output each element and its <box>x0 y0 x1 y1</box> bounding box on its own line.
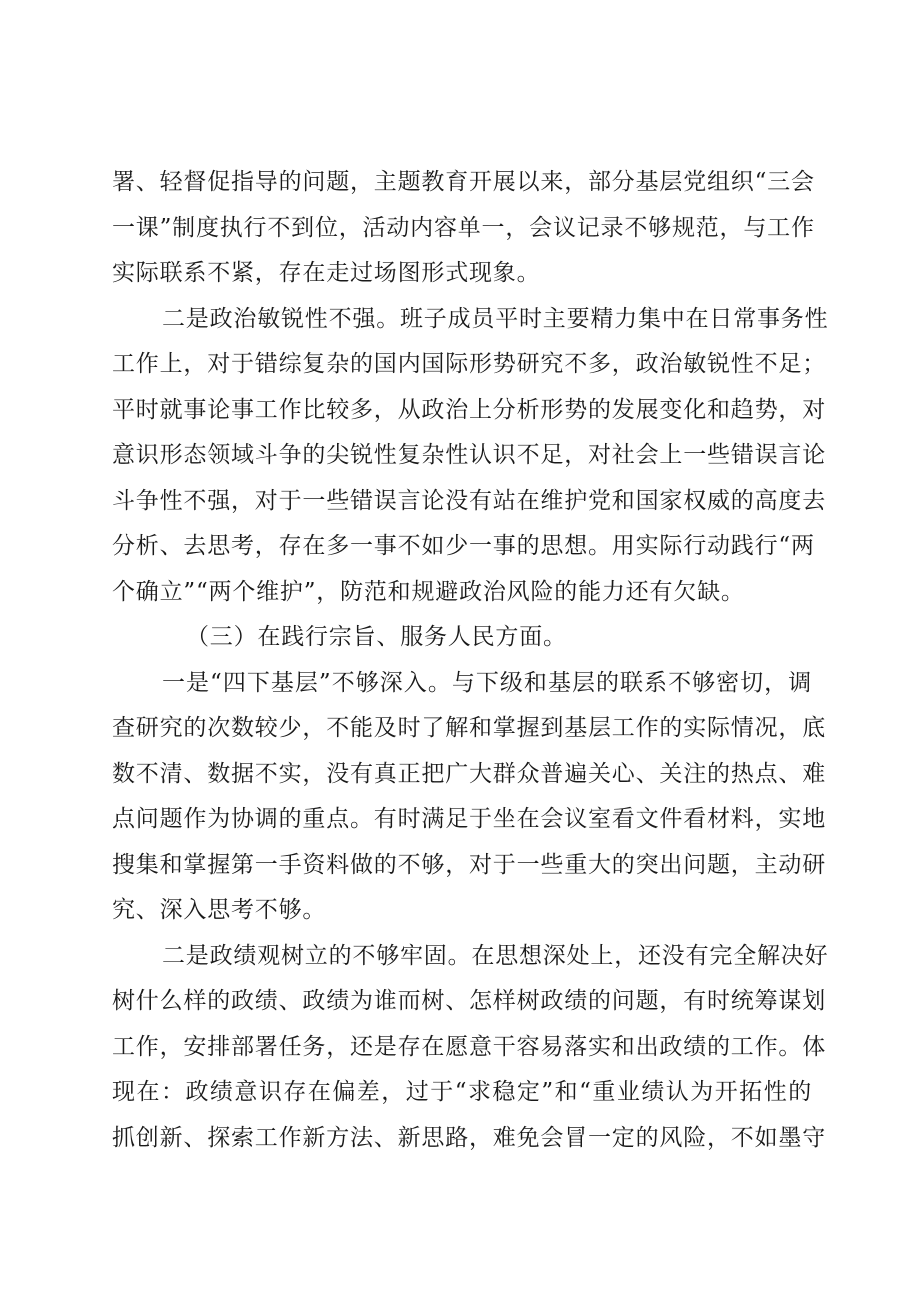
text-line: 署、轻督促指导的问题，主题教育开展以来，部分基层党组织“三会 <box>112 169 815 195</box>
text-line: 个确立”“两个维护”，防范和规避政治风险的能力还有欠缺。 <box>112 578 745 605</box>
text-line: 一课”制度执行不到位，活动内容单一，会议记录不够规范，与工作 <box>112 214 815 241</box>
paragraph-political-sensitivity <box>112 297 829 616</box>
text-line: 斗争性不强，对于一些错误言论没有站在维护党和国家权威的高度去 <box>112 487 826 514</box>
text-line: 抓创新、探索工作新方法、新思路，难免会冒一定的风险，不如墨守 <box>112 1124 826 1151</box>
text-line: 数不清、数据不实，没有真正把广大群众普遍关心、关注的热点、难 <box>112 760 826 787</box>
text-line: 点问题作为协调的重点。有时满足于坐在会议室看文件看材料，实地 <box>112 806 826 832</box>
text-line: 究、深入思考不够。 <box>112 897 327 923</box>
text-line: 分析、去思考，存在多一事不如少一事的思想。用实际行动践行“两 <box>112 533 815 559</box>
paragraph-continuation <box>112 160 815 297</box>
text-line: 树什么样的政绩、政绩为谁而树、怎样树政绩的问题，有时统筹谋划 <box>112 988 826 1014</box>
paragraph-four-down-grassroots <box>112 661 826 934</box>
text-line: 意识形态领域斗争的尖锐性复杂性认识不足，对社会上一些错误言论 <box>112 442 826 468</box>
text-line: 工作上，对于错综复杂的国内国际形势研究不多，政治敏锐性不足； <box>112 351 826 377</box>
text-line: 二是政绩观树立的不够牢固。在思想深处上，还没有完全解决好 <box>162 942 829 969</box>
text-line: 一是“四下基层”不够深入。与下级和基层的联系不够密切，调 <box>162 669 812 696</box>
text-line: （三）在践行宗旨、服务人民方面。 <box>186 624 567 650</box>
text-line: 查研究的次数较少，不能及时了解和掌握到基层工作的实际情况，底 <box>112 715 826 741</box>
text-line: 搜集和掌握第一手资料做的不够，对于一些重大的突出问题，主动研 <box>112 851 826 878</box>
section-heading-three <box>112 615 812 661</box>
document-body <box>112 160 829 1161</box>
text-line: 工作，安排部署任务，还是存在愿意干容易落实和出政绩的工作。体 <box>112 1033 826 1060</box>
text-line: 二是政治敏锐性不强。班子成员平时主要精力集中在日常事务性 <box>162 305 829 332</box>
text-line: 现在：政绩意识存在偏差，过于“求稳定”和“重业绩认为开拓性的 <box>112 1079 812 1105</box>
text-line: 实际联系不紧，存在走过场图形式现象。 <box>112 260 541 286</box>
paragraph-performance-view <box>112 934 829 1162</box>
text-line: 平时就事论事工作比较多，从政治上分析形势的发展变化和趋势，对 <box>112 396 826 423</box>
